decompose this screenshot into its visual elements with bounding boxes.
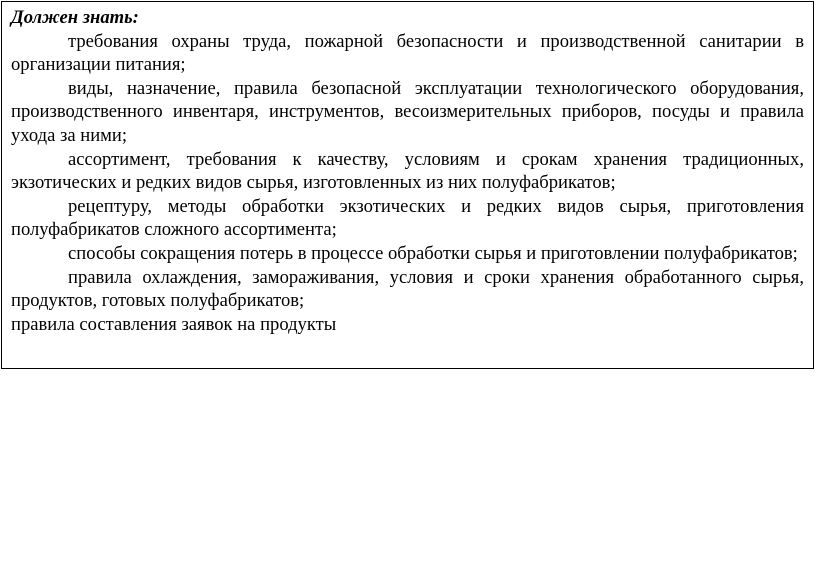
section-heading: Должен знать: xyxy=(11,7,139,28)
requirements-box xyxy=(1,1,814,369)
requirement-item: способы сокращения потерь в процессе обработки сырья и приготовлении полуфабрикатов; xyxy=(68,242,798,264)
requirement-item: требования охраны труда, пожарной безопасности и производственной санитарии в организации питания; xyxy=(11,30,804,76)
requirement-item: виды, назначение, правила безопасной эксплуатации технологического оборудования, производственного инвентаря, инструментов, весоизмерительных приборов, посуды и правила ухода за ними; xyxy=(11,77,804,146)
requirement-item: правила охлаждения, замораживания, условия и сроки хранения обработанного сырья, продуктов, готовых полуфабрикатов; xyxy=(11,266,804,312)
requirement-item: рецептуру, методы обработки экзотических и редких видов сырья, приготовления полуфабрикатов сложного ассортимента; xyxy=(11,195,804,241)
requirement-item: правила составления заявок на продукты xyxy=(11,313,337,335)
requirement-item: ассортимент, требования к качеству, условиям и срокам хранения традиционных, экзотических и редких видов сырья, изготовленных из них полуфабрикатов; xyxy=(11,148,804,194)
